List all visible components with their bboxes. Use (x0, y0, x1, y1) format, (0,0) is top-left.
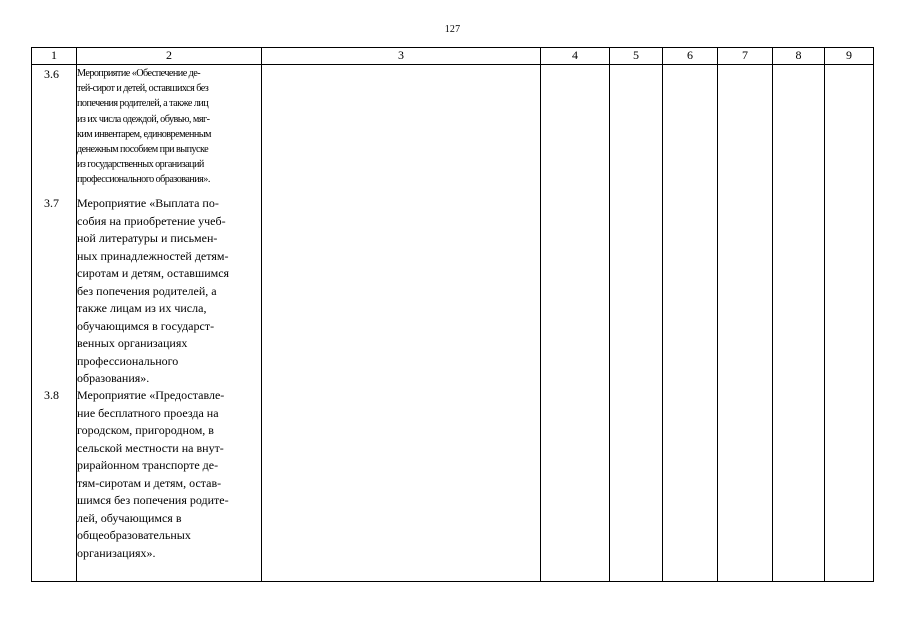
column-header-4: 4 (541, 48, 610, 65)
column-header-3: 3 (262, 48, 541, 65)
column-header-9: 9 (825, 48, 874, 65)
cell-col-5 (610, 65, 663, 582)
page-number: 127 (444, 24, 461, 35)
cell-col-4 (541, 65, 610, 582)
cell-col-6 (663, 65, 718, 582)
column-header-5: 5 (610, 48, 663, 65)
entry-text-3-8: Мероприятие «Предоставле- ние бесплатного проезда на городском, пригородном, в сельской местности на внут- рирайонном транспорте де- тям-сиротам и детям, остав- шимся без попечения родите- лей, обучающимся в общеобразовательных организациях». (77, 388, 229, 560)
entry-number-3-7: 3.7 (44, 196, 59, 210)
column-header-7: 7 (718, 48, 773, 65)
column-header-6: 6 (663, 48, 718, 65)
cell-col-9 (825, 65, 874, 582)
cell-col-1 (32, 65, 77, 582)
cell-col-8 (773, 65, 825, 582)
entry-number-3-6: 3.6 (44, 67, 59, 81)
entry-number-3-8: 3.8 (44, 388, 59, 402)
column-header-1: 1 (32, 48, 77, 65)
cell-col-3 (262, 65, 541, 582)
table-header-row (32, 48, 874, 65)
column-header-8: 8 (773, 48, 825, 65)
cell-col-7 (718, 65, 773, 582)
entry-text-3-6: Мероприятие «Обеспечение де- тей-сирот и детей, оставшихся без попечения родителей, а также лиц из их числа одеждой, обувью, мяг- ким инвентарем, единовременным денежным пособием при выпуске из государственных организаций профессионального образования». (77, 68, 211, 186)
entry-text-3-7: Мероприятие «Выплата по- собия на приобретение учеб- ной литературы и письмен- ных принадлежностей детям- сиротам и детям, оставшимся без попечения родителей, а также лицам из их числа, обучающимся в государст- венных организациях профессионального образования». (77, 196, 230, 385)
column-header-2: 2 (77, 48, 262, 65)
